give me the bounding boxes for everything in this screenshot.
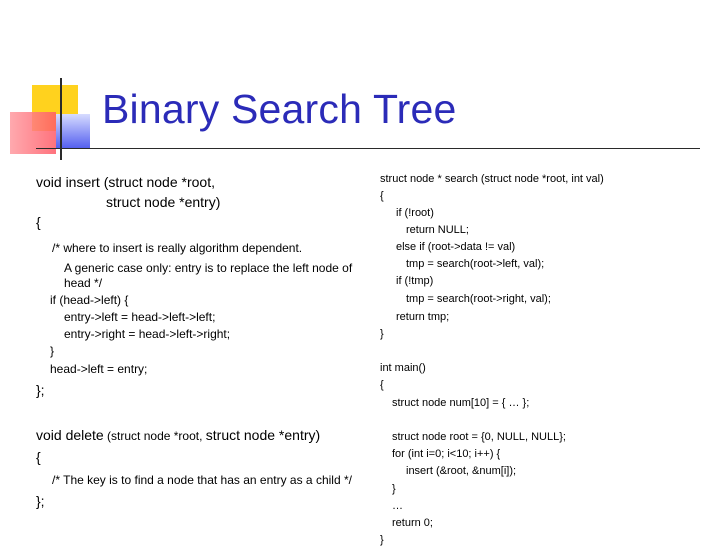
search-open-brace: { bbox=[380, 190, 384, 202]
insert-entry-left: entry->left = head->left->left; bbox=[64, 310, 216, 324]
delete-open-brace: { bbox=[36, 449, 41, 465]
insert-signature-line1: void insert (struct node *root, bbox=[36, 174, 215, 190]
search-signature: struct node * search (struct node *root, int val) bbox=[380, 173, 604, 185]
main-for-loop: for (int i=0; i<10; i++) { bbox=[392, 448, 501, 460]
search-return-tmp: return tmp; bbox=[396, 311, 450, 323]
search-tmp-right: tmp = search(root->right, val); bbox=[406, 293, 551, 305]
insert-entry-right: entry->right = head->left->right; bbox=[64, 327, 231, 341]
main-close-brace: } bbox=[380, 534, 384, 546]
title-underline bbox=[36, 148, 700, 149]
insert-comment-line1: /* where to insert is really algorithm dependent. bbox=[52, 241, 303, 255]
delete-params: (struct node *root, bbox=[103, 429, 206, 443]
delete-params-suffix: struct node *entry) bbox=[205, 427, 321, 443]
search-close-brace: } bbox=[380, 328, 384, 340]
delete-close-brace: }; bbox=[36, 493, 45, 509]
insert-open-brace: { bbox=[36, 214, 41, 230]
search-if-tmp: if (!tmp) bbox=[396, 275, 434, 287]
main-ellipsis: … bbox=[392, 500, 403, 512]
insert-signature-line2: struct node *entry) bbox=[106, 194, 221, 210]
main-loop-close: } bbox=[392, 483, 396, 495]
delete-signature bbox=[36, 428, 320, 442]
insert-comment-line2: A generic case only: entry is to replace the left node of bbox=[64, 261, 353, 275]
insert-comment-line3: head */ bbox=[64, 276, 103, 290]
insert-head-left: head->left = entry; bbox=[50, 362, 148, 376]
main-insert-call: insert (&root, &num[i]); bbox=[406, 465, 517, 477]
delete-comment: /* The key is to find a node that has an entry as a child */ bbox=[52, 473, 352, 487]
search-tmp-left: tmp = search(root->left, val); bbox=[406, 258, 545, 270]
main-return-zero: return 0; bbox=[392, 517, 433, 529]
insert-close-brace: }; bbox=[36, 382, 45, 398]
search-else-if: else if (root->data != val) bbox=[396, 241, 516, 253]
insert-inner-close: } bbox=[50, 344, 55, 358]
main-root-decl: struct node root = {0, NULL, NULL}; bbox=[392, 431, 566, 443]
main-num-decl: struct node num[10] = { … }; bbox=[392, 397, 530, 409]
slide-title: Binary Search Tree bbox=[102, 86, 457, 132]
search-return-null: return NULL; bbox=[406, 224, 469, 236]
search-if-root: if (!root) bbox=[396, 207, 434, 219]
main-signature: int main() bbox=[380, 362, 426, 374]
insert-if-line: if (head->left) { bbox=[50, 293, 129, 307]
delete-keyword: void delete bbox=[36, 427, 104, 443]
main-open-brace: { bbox=[380, 379, 384, 391]
